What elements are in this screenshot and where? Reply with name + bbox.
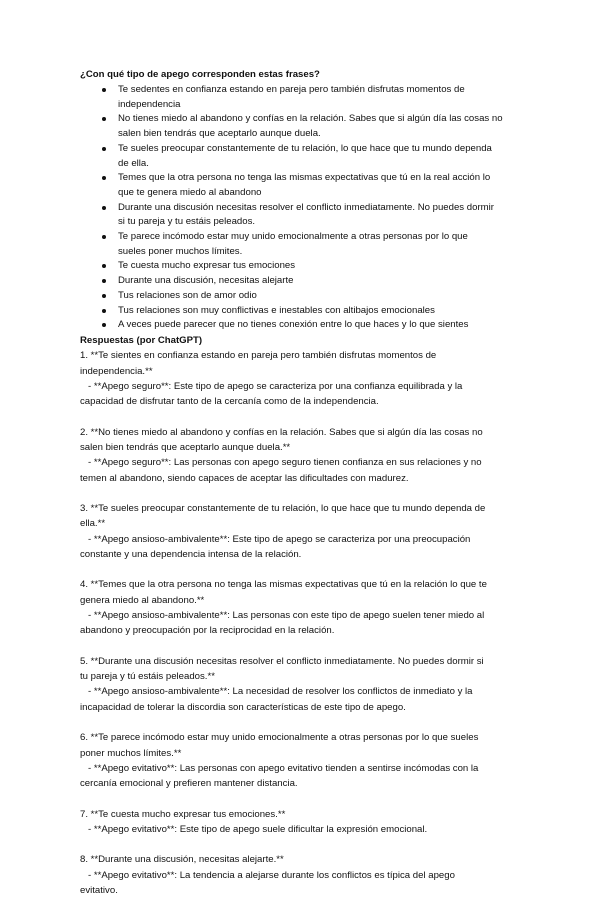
phrase-item [80,201,503,230]
phrase-line: si tu pareja y tu estáis peleados. [118,216,256,228]
bullet-icon [102,88,106,92]
phrase-line: No tienes miedo al abandono y confías en la relación. Sabes que si algún día las cosas no [118,113,503,125]
answer-line: independencia.** [80,365,153,377]
answer-line: - **Apego evitativo**: Este tipo de apego suele dificultar la expresión emocional. [80,823,428,835]
phrase-item [80,304,503,319]
phrase-line: Tus relaciones son muy conflictivas e inestables con altibajos emocionales [118,304,435,316]
answer-line: genera miedo al abandono.** [80,594,205,606]
answer-line: 7. **Te cuesta mucho expresar tus emociones.** [80,808,286,820]
answer-line: tu pareja y tú estáis peleados.** [80,671,215,683]
answer-line: 2. **No tienes miedo al abandono y confías en la relación. Sabes que si algún día las cosas no [80,426,483,438]
answer-line: evitativo. [80,885,118,897]
phrase-line: que te genera miedo al abandono [118,186,262,198]
phrase-line: Durante una discusión, necesitas alejarte [118,275,294,287]
bullet-icon [102,264,106,268]
answer-line: 6. **Te parece incómodo estar muy unido emocionalmente a otras personas por lo que sueles [80,732,479,744]
bullet-icon [102,235,106,239]
answer-line: - **Apego evitativo**: Las personas con apego evitativo tienden a sentirse incómodas con la [80,762,479,774]
bullet-icon [102,323,106,327]
answer-line: temen al abandono, siendo capaces de aceptar las dificultades con madurez. [80,472,409,484]
answer-item [80,501,487,562]
answer-line: 3. **Te sueles preocupar constantemente de tu relación, lo que hace que tu mundo dependa de [80,503,486,515]
question-heading: ¿Con qué tipo de apego corresponden estas frases? [80,69,320,80]
bullet-icon [102,206,106,210]
phrase-line: Tus relaciones son de amor odio [118,289,257,301]
bullet-icon [102,176,106,180]
phrase-line: Te sueles preocupar constantemente de tu relación, lo que hace que tu mundo dependa [118,142,492,154]
answer-line: 5. **Durante una discusión necesitas resolver el conflicto inmediatamente. No puedes dormir si [80,655,484,667]
bullet-icon [102,117,106,121]
phrase-line: Te sedentes en confianza estando en pareja pero también disfrutas momentos de [118,84,465,95]
phrase-item [80,289,503,304]
phrase-line: Temes que la otra persona no tenga las mismas expectativas que tú en la real acción lo [118,172,491,184]
bullet-icon [102,309,106,313]
phrase-item [80,259,503,274]
bullet-icon [102,279,106,283]
phrase-line: de ella. [118,157,149,169]
answer-line: capacidad de disfrutar tanto de la cercanía como de la independencia. [80,396,379,408]
answer-line: 8. **Durante una discusión, necesitas alejarte.** [80,854,284,866]
answer-item [80,852,487,898]
answer-line: 4. **Temes que la otra persona no tenga las mismas expectativas que tú en la relación lo que te [80,579,487,591]
phrase-item [80,230,503,259]
answers-section [80,333,487,898]
answer-line: - **Apego evitativo**: La tendencia a alejarse durante los conflictos es típica del apego [80,869,455,881]
answer-item [80,425,487,486]
phrase-line: Durante una discusión necesitas resolver el conflicto inmediatamente. No puedes dormir [118,201,494,213]
answer-item [80,807,487,838]
answer-line: - **Apego seguro**: Las personas con apego seguro tienen confianza en sus relaciones y no [80,457,482,469]
phrase-line: independencia [118,98,181,110]
answer-item [80,577,487,638]
phrase-line: salen bien tendrás que aceptarlo aunque duela. [118,128,321,140]
answer-line: abandono y preocupación por la reciprocidad en la relación. [80,625,335,637]
phrase-item [80,318,503,333]
phrase-item [80,83,503,112]
answer-line: constante y una dependencia intensa de la relación. [80,548,302,560]
answer-line: - **Apego seguro**: Este tipo de apego se caracteriza por una confianza equilibrada y la [80,380,463,392]
phrase-item [80,274,503,289]
answer-item [80,348,487,409]
phrase-line: sueles poner muchos límites. [118,245,243,257]
bullet-icon [102,294,106,298]
answer-line: salen bien tendrás que aceptarlo aunque duela.** [80,441,291,453]
answer-item [80,654,487,715]
answer-line: - **Apego ansioso-ambivalente**: La necesidad de resolver los conflictos de inmediato y la [80,686,473,698]
answer-line: - **Apego ansioso-ambivalente**: Las personas con este tipo de apego suelen tener miedo al [80,610,485,622]
answer-line: 1. **Te sientes en confianza estando en pareja pero también disfrutas momentos de [80,350,437,362]
bullet-icon [102,147,106,151]
phrase-line: A veces puede parecer que no tienes conexión entre lo que haces y lo que sientes [118,319,469,331]
phrase-line: Te cuesta mucho expresar tus emociones [118,260,296,272]
phrase-item [80,112,503,141]
answer-line: cercanía emocional y prefieren mantener distancia. [80,778,298,790]
phrase-item [80,171,503,200]
answer-item [80,730,487,791]
answers-heading: Respuestas (por ChatGPT) [80,335,203,346]
phrase-line: Te parece incómodo estar muy unido emocionalmente a otras personas por lo que [118,231,468,243]
phrase-list [80,83,503,333]
answer-line: ella.** [80,518,106,530]
answer-line: incapacidad de tolerar la discordia son características de este tipo de apego. [80,701,406,713]
answer-line: - **Apego ansioso-ambivalente**: Este tipo de apego se caracteriza por una preocupación [80,533,471,545]
answer-line: poner muchos límites.** [80,747,182,759]
phrase-item [80,142,503,171]
